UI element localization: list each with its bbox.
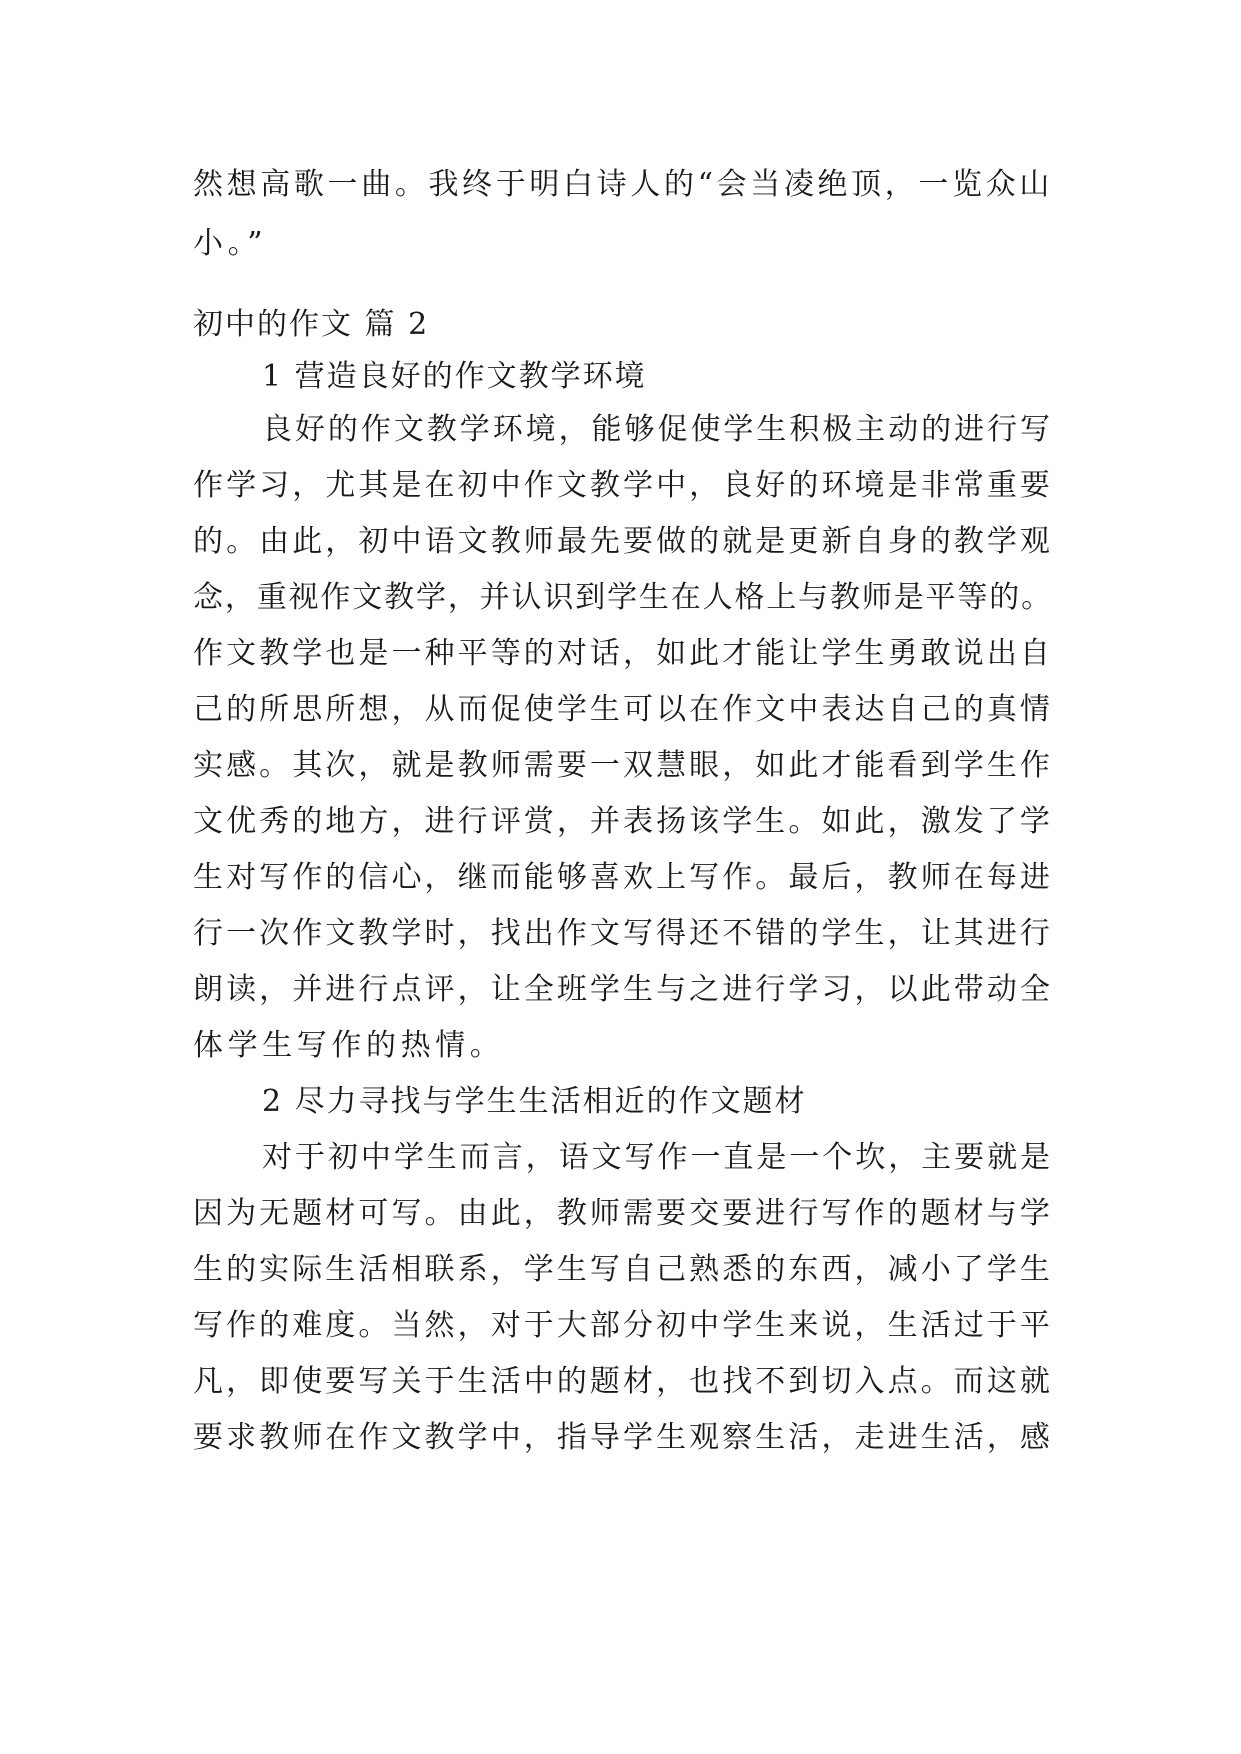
- intro-line-2: 小。”: [193, 226, 268, 261]
- para1-line-1: 良好的作文教学环境，能够促使学生积极主动的进行写: [262, 412, 1053, 447]
- para2-line-1: 对于初中学生而言，语文写作一直是一个坎，主要就是: [262, 1140, 1053, 1175]
- para1-line-5: 作文教学也是一种平等的对话，如此才能让学生勇敢说出自: [193, 636, 1053, 671]
- para1-line-7: 实感。其次，就是教师需要一双慧眼，如此才能看到学生作: [193, 748, 1053, 783]
- para1-line-9: 生对写作的信心，继而能够喜欢上写作。最后，教师在每进: [193, 860, 1053, 895]
- para2-line-4: 写作的难度。当然，对于大部分初中学生来说，生活过于平: [193, 1308, 1053, 1343]
- para2-line-5: 凡，即使要写关于生活中的题材，也找不到切入点。而这就: [193, 1364, 1053, 1399]
- subsection-2-title: 2 尽力寻找与学生生活相近的作文题材: [262, 1084, 807, 1119]
- para1-line-3: 的。由此，初中语文教师最先要做的就是更新自身的教学观: [193, 524, 1053, 559]
- para1-line-11: 朗读，并进行点评，让全班学生与之进行学习，以此带动全: [193, 972, 1053, 1007]
- para1-line-2: 作学习，尤其是在初中作文教学中，良好的环境是非常重要: [193, 468, 1053, 503]
- para2-line-6: 要求教师在作文教学中，指导学生观察生活，走进生活，感: [193, 1420, 1053, 1455]
- para1-line-8: 文优秀的地方，进行评赏，并表扬该学生。如此，激发了学: [193, 804, 1053, 839]
- para1-line-4: 念，重视作文教学，并认识到学生在人格上与教师是平等的。: [193, 580, 1053, 615]
- para1-line-10: 行一次作文教学时，找出作文写得还不错的学生，让其进行: [193, 916, 1053, 951]
- intro-line-1: 然想高歌一曲。我终于明白诗人的“会当凌绝顶，一览众山: [193, 167, 1053, 202]
- para2-line-3: 生的实际生活相联系，学生写自己熟悉的东西，减小了学生: [193, 1252, 1053, 1287]
- para1-line-12: 体学生写作的热情。: [193, 1028, 505, 1063]
- subsection-1-title: 1 营造良好的作文教学环境: [262, 359, 647, 394]
- para1-line-6: 己的所思所想，从而促使学生可以在作文中表达自己的真情: [193, 692, 1053, 727]
- section-title: 初中的作文 篇 2: [193, 307, 430, 342]
- para2-line-2: 因为无题材可写。由此，教师需要交要进行写作的题材与学: [193, 1196, 1053, 1231]
